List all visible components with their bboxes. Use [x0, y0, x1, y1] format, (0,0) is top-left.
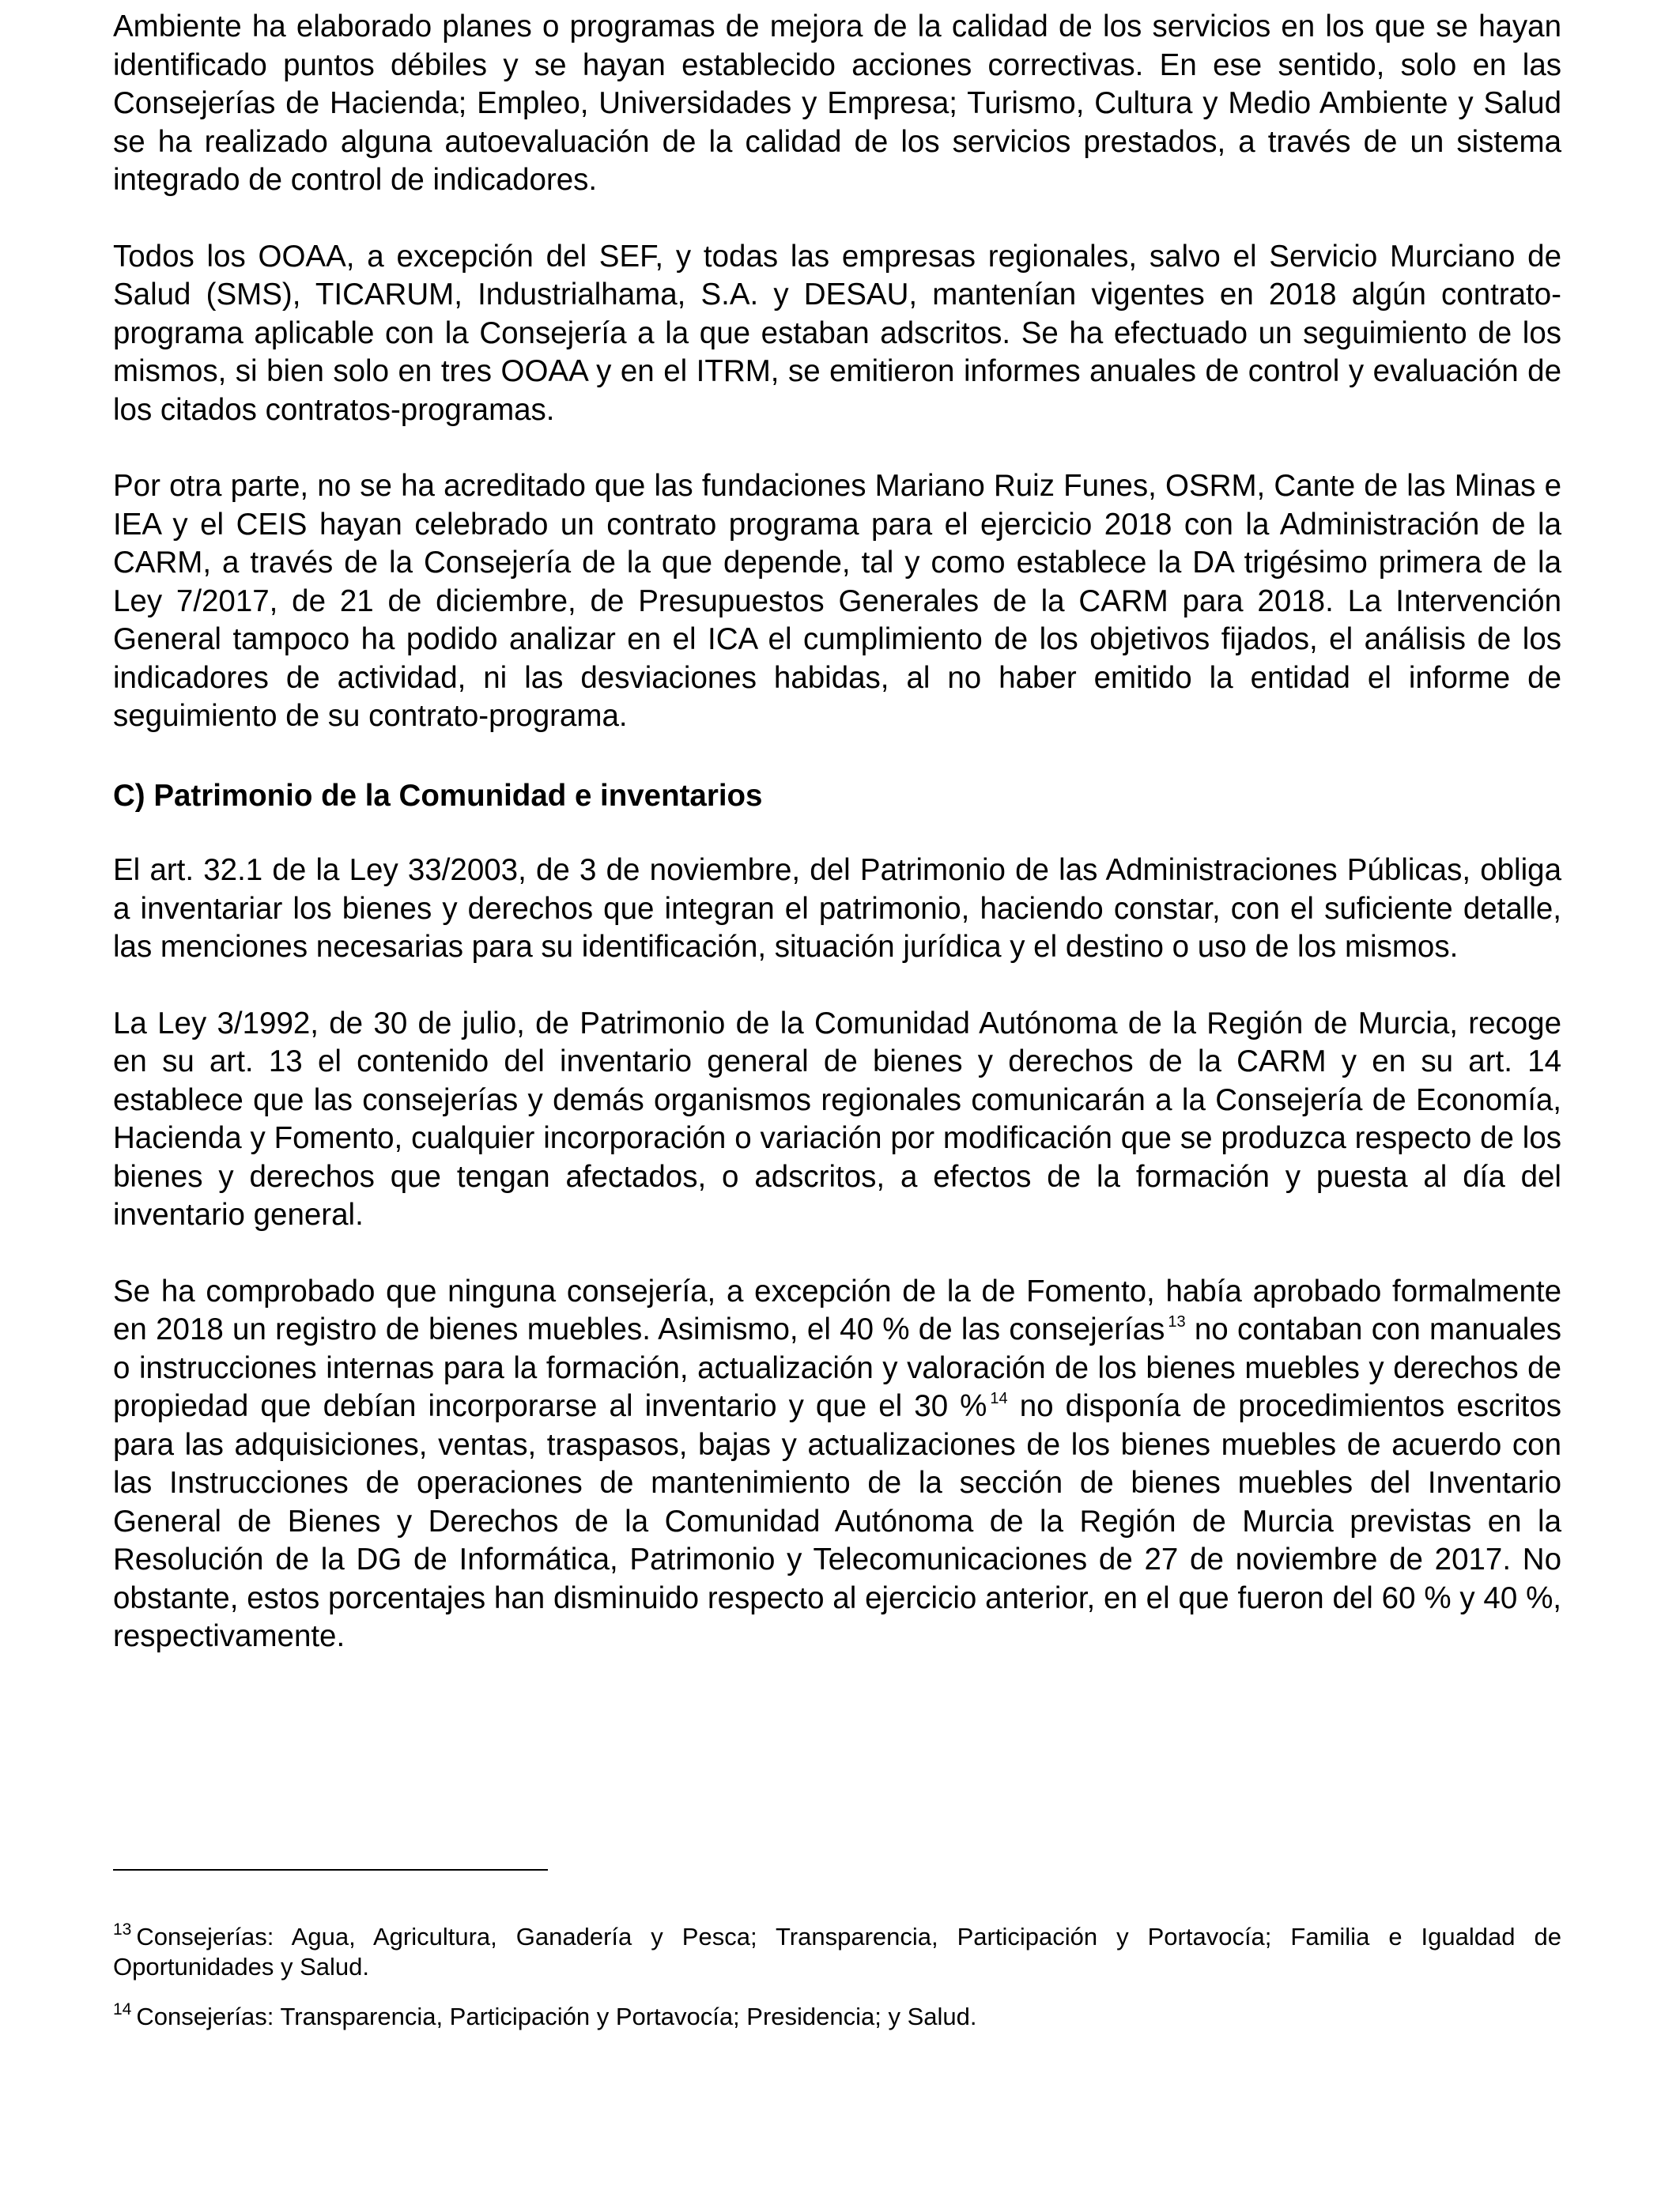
paragraph-ley-3-1992: La Ley 3/1992, de 30 de julio, de Patrimonio de la Comunidad Autónoma de la Región de Murcia, recoge en su art. 13 el contenido del inventario general de bienes y derechos de la CARM y en su art. 14 establece que las consejerías y demás organismos regionales comunicarán a la Consejería de Economía, Hacienda y Fomento, cualquier incorporación o variación por modificación que se produzca respecto de los bienes y derechos que tengan afectados, o adscritos, a efectos de la formación y puesta al día del inventario general.	[113, 1006, 1561, 1232]
paragraph-foundations: Por otra parte, no se ha acreditado que las fundaciones Mariano Ruiz Funes, OSRM, Cante de las Minas e IEA y el CEIS hayan celebrado un contrato programa para el ejercicio 2018 con la Administración de la CARM, a través de la Consejería de la que depende, tal y como establece la DA trigésimo primera de la Ley 7/2017, de 21 de diciembre, de Presupuestos Generales de la CARM para 2018. La Intervención General tampoco ha podido analizar en el ICA el cumplimiento de los objetivos fijados, el análisis de los indicadores de actividad, ni las desviaciones habidas, al no haber emitido la entidad el informe de seguimiento de su contrato-programa.	[113, 469, 1561, 733]
paragraph-quality-plans: Ambiente ha elaborado planes o programas de mejora de la calidad de los servicios en los que se hayan identificado puntos débiles y se hayan establecido acciones correctivas. En ese sentido, solo en las Consejerías de Hacienda; Empleo, Universidades y Empresa; Turismo, Cultura y Medio Ambiente y Salud se ha realizado alguna autoevaluación de la calidad de los servicios prestados, a través de un sistema integrado de control de indicadores.	[113, 9, 1561, 197]
footnote-separator	[113, 1869, 548, 1871]
paragraph-inventory-findings-part-1: Se ha comprobado que ninguna consejería, a excepción de la de Fomento, había aprobado formalmente en 2018 un registro de bienes muebles. Asimismo, el 40 % de las consejerías	[113, 1274, 1561, 1346]
footnote-14	[113, 2002, 1561, 2032]
body-text	[113, 8, 1561, 1694]
footnote-number-13: 13	[113, 1920, 132, 1939]
paragraph-inventory-findings	[113, 1273, 1561, 1656]
paragraph-inventory-findings-part-3: no disponía de procedimientos escritos para las adquisiciones, ventas, traspasos, bajas y actualizaciones de los bienes muebles de acuerdo con las Instrucciones de operaciones de mantenimiento de la sección de bienes muebles del Inventario General de Bienes y Derechos de la Comunidad Autónoma de la Región de Murcia previstas en la Resolución de la DG de Informática, Patrimonio y Telecomunicaciones de 27 de noviembre de 2017. No obstante, estos porcentajes han disminuido respecto al ejercicio anterior, en el que fueron del 60 % y 40 %, respectivamente.	[113, 1389, 1561, 1653]
footnote-reference-14[interactable]: 14	[990, 1390, 1008, 1407]
footnote-13	[113, 1922, 1561, 1982]
section-heading-patrimonio: C) Patrimonio de la Comunidad e inventarios	[113, 778, 763, 813]
footnote-text-14: Consejerías: Transparencia, Participación y Portavocía; Presidencia; y Salud.	[136, 2003, 977, 2030]
paragraph-ley-33-2003: El art. 32.1 de la Ley 33/2003, de 3 de noviembre, del Patrimonio de las Administraciones Públicas, obliga a inventariar los bienes y derechos que integran el patrimonio, haciendo constar, con el suficiente detalle, las menciones necesarias para su identificación, situación jurídica y el destino o uso de los mismos.	[113, 853, 1561, 964]
paragraph-contract-programs: Todos los OOAA, a excepción del SEF, y todas las empresas regionales, salvo el Servicio Murciano de Salud (SMS), TICARUM, Industrialhama, S.A. y DESAU, mantenían vigentes en 2018 algún contrato-programa aplicable con la Consejería a la que estaban adscritos. Se ha efectuado un seguimiento de los mismos, si bien solo en tres OOAA y en el ITRM, se emitieron informes anuales de control y evaluación de los citados contratos-programas.	[113, 239, 1561, 427]
footnote-reference-13[interactable]: 13	[1168, 1313, 1186, 1331]
footnotes	[113, 1922, 1561, 2052]
footnote-number-14: 14	[113, 2000, 132, 2018]
paragraph-inventory-findings-part-2: no contaban con manuales o instrucciones internas para la formación, actualización y valoración de los bienes muebles y derechos de propiedad que debían incorporarse al inventario y que el 30 %	[113, 1312, 1561, 1423]
footnote-text-13: Consejerías: Agua, Agricultura, Ganadería y Pesca; Transparencia, Participación y Portavocía; Familia e Igualdad de Oportunidades y Salud.	[113, 1923, 1561, 1981]
